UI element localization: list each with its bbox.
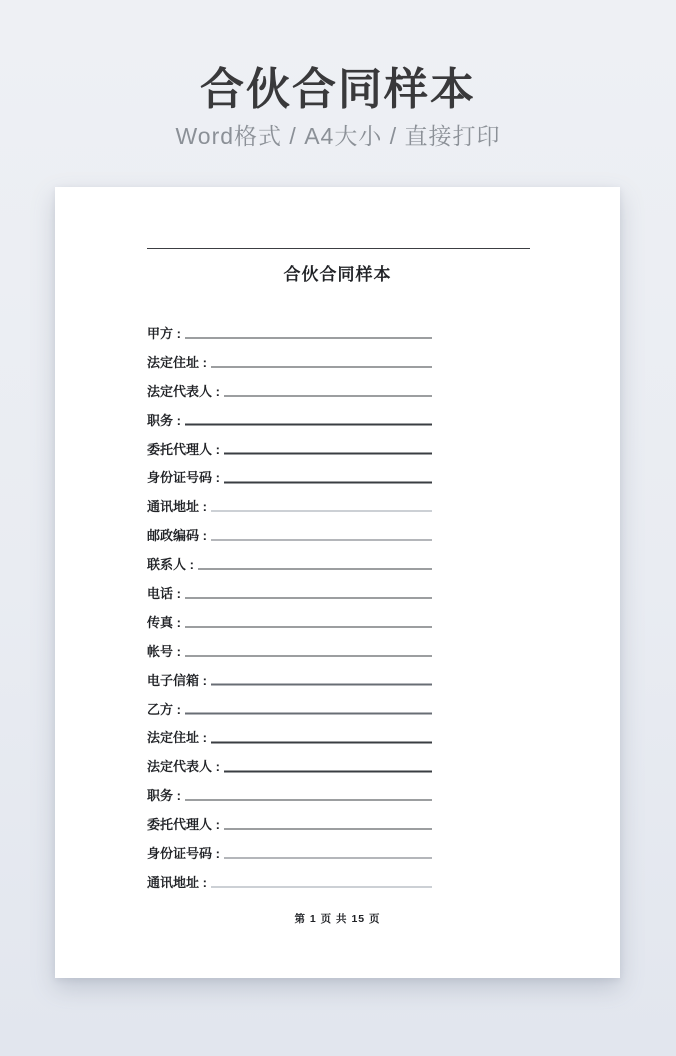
field-label: 委托代理人 : <box>147 441 220 457</box>
field-row <box>147 809 432 838</box>
field-label: 身份证号码 : <box>147 470 220 486</box>
field-row <box>147 462 432 491</box>
field-row <box>147 838 432 867</box>
field-blank-line <box>224 857 432 858</box>
field-row <box>147 780 432 809</box>
field-blank-line <box>185 655 432 656</box>
field-blank-line <box>211 742 432 743</box>
field-label: 电话 : <box>147 585 181 601</box>
field-blank-line <box>224 771 432 772</box>
document-fields <box>147 318 432 896</box>
field-label: 法定代表人 : <box>147 383 220 399</box>
field-label: 通讯地址 : <box>147 499 207 515</box>
field-blank-line <box>185 597 432 598</box>
field-row <box>147 607 432 636</box>
field-blank-line <box>185 713 432 714</box>
field-blank-line <box>224 453 432 454</box>
field-label: 传真 : <box>147 614 181 630</box>
field-blank-line <box>198 568 432 569</box>
field-row <box>147 520 432 549</box>
field-label: 邮政编码 : <box>147 528 207 544</box>
field-label: 甲方 : <box>147 325 181 341</box>
field-blank-line <box>224 482 432 483</box>
field-blank-line <box>185 337 432 338</box>
field-blank-line <box>224 828 432 829</box>
field-label: 法定住址 : <box>147 354 207 370</box>
page-subtitle: Word格式 / A4大小 / 直接打印 <box>175 123 501 149</box>
field-blank-line <box>185 800 432 801</box>
field-label: 职务 : <box>147 412 181 428</box>
field-label: 联系人 : <box>147 557 194 573</box>
page-title: 合伙合同样本 <box>200 65 476 114</box>
document-preview-page[interactable] <box>55 187 620 978</box>
field-label: 职务 : <box>147 788 181 804</box>
field-row <box>147 665 432 694</box>
field-row <box>147 722 432 751</box>
field-row <box>147 405 432 434</box>
field-label: 乙方 : <box>147 701 181 717</box>
field-label: 身份证号码 : <box>147 845 220 861</box>
field-row <box>147 491 432 520</box>
field-blank-line <box>211 684 432 685</box>
field-row <box>147 636 432 665</box>
field-row <box>147 318 432 347</box>
field-label: 帐号 : <box>147 643 181 659</box>
field-blank-line <box>211 886 432 887</box>
field-label: 委托代理人 : <box>147 817 220 833</box>
field-blank-line <box>224 395 432 396</box>
field-row <box>147 376 432 405</box>
field-label: 法定代表人 : <box>147 759 220 775</box>
field-row <box>147 867 432 896</box>
field-blank-line <box>185 424 432 425</box>
field-blank-line <box>185 626 432 627</box>
field-label: 电子信箱 : <box>147 672 207 688</box>
field-blank-line <box>211 366 432 367</box>
field-row <box>147 578 432 607</box>
field-row <box>147 751 432 780</box>
page-number-footer: 第 1 页 共 15 页 <box>294 913 381 925</box>
field-row <box>147 549 432 578</box>
field-row <box>147 694 432 723</box>
document-top-rule <box>147 248 530 249</box>
field-row <box>147 347 432 376</box>
field-label: 法定住址 : <box>147 730 207 746</box>
document-title: 合伙合同样本 <box>283 265 392 284</box>
field-blank-line <box>211 539 432 540</box>
field-blank-line <box>211 511 432 512</box>
field-row <box>147 434 432 463</box>
field-label: 通讯地址 : <box>147 874 207 890</box>
